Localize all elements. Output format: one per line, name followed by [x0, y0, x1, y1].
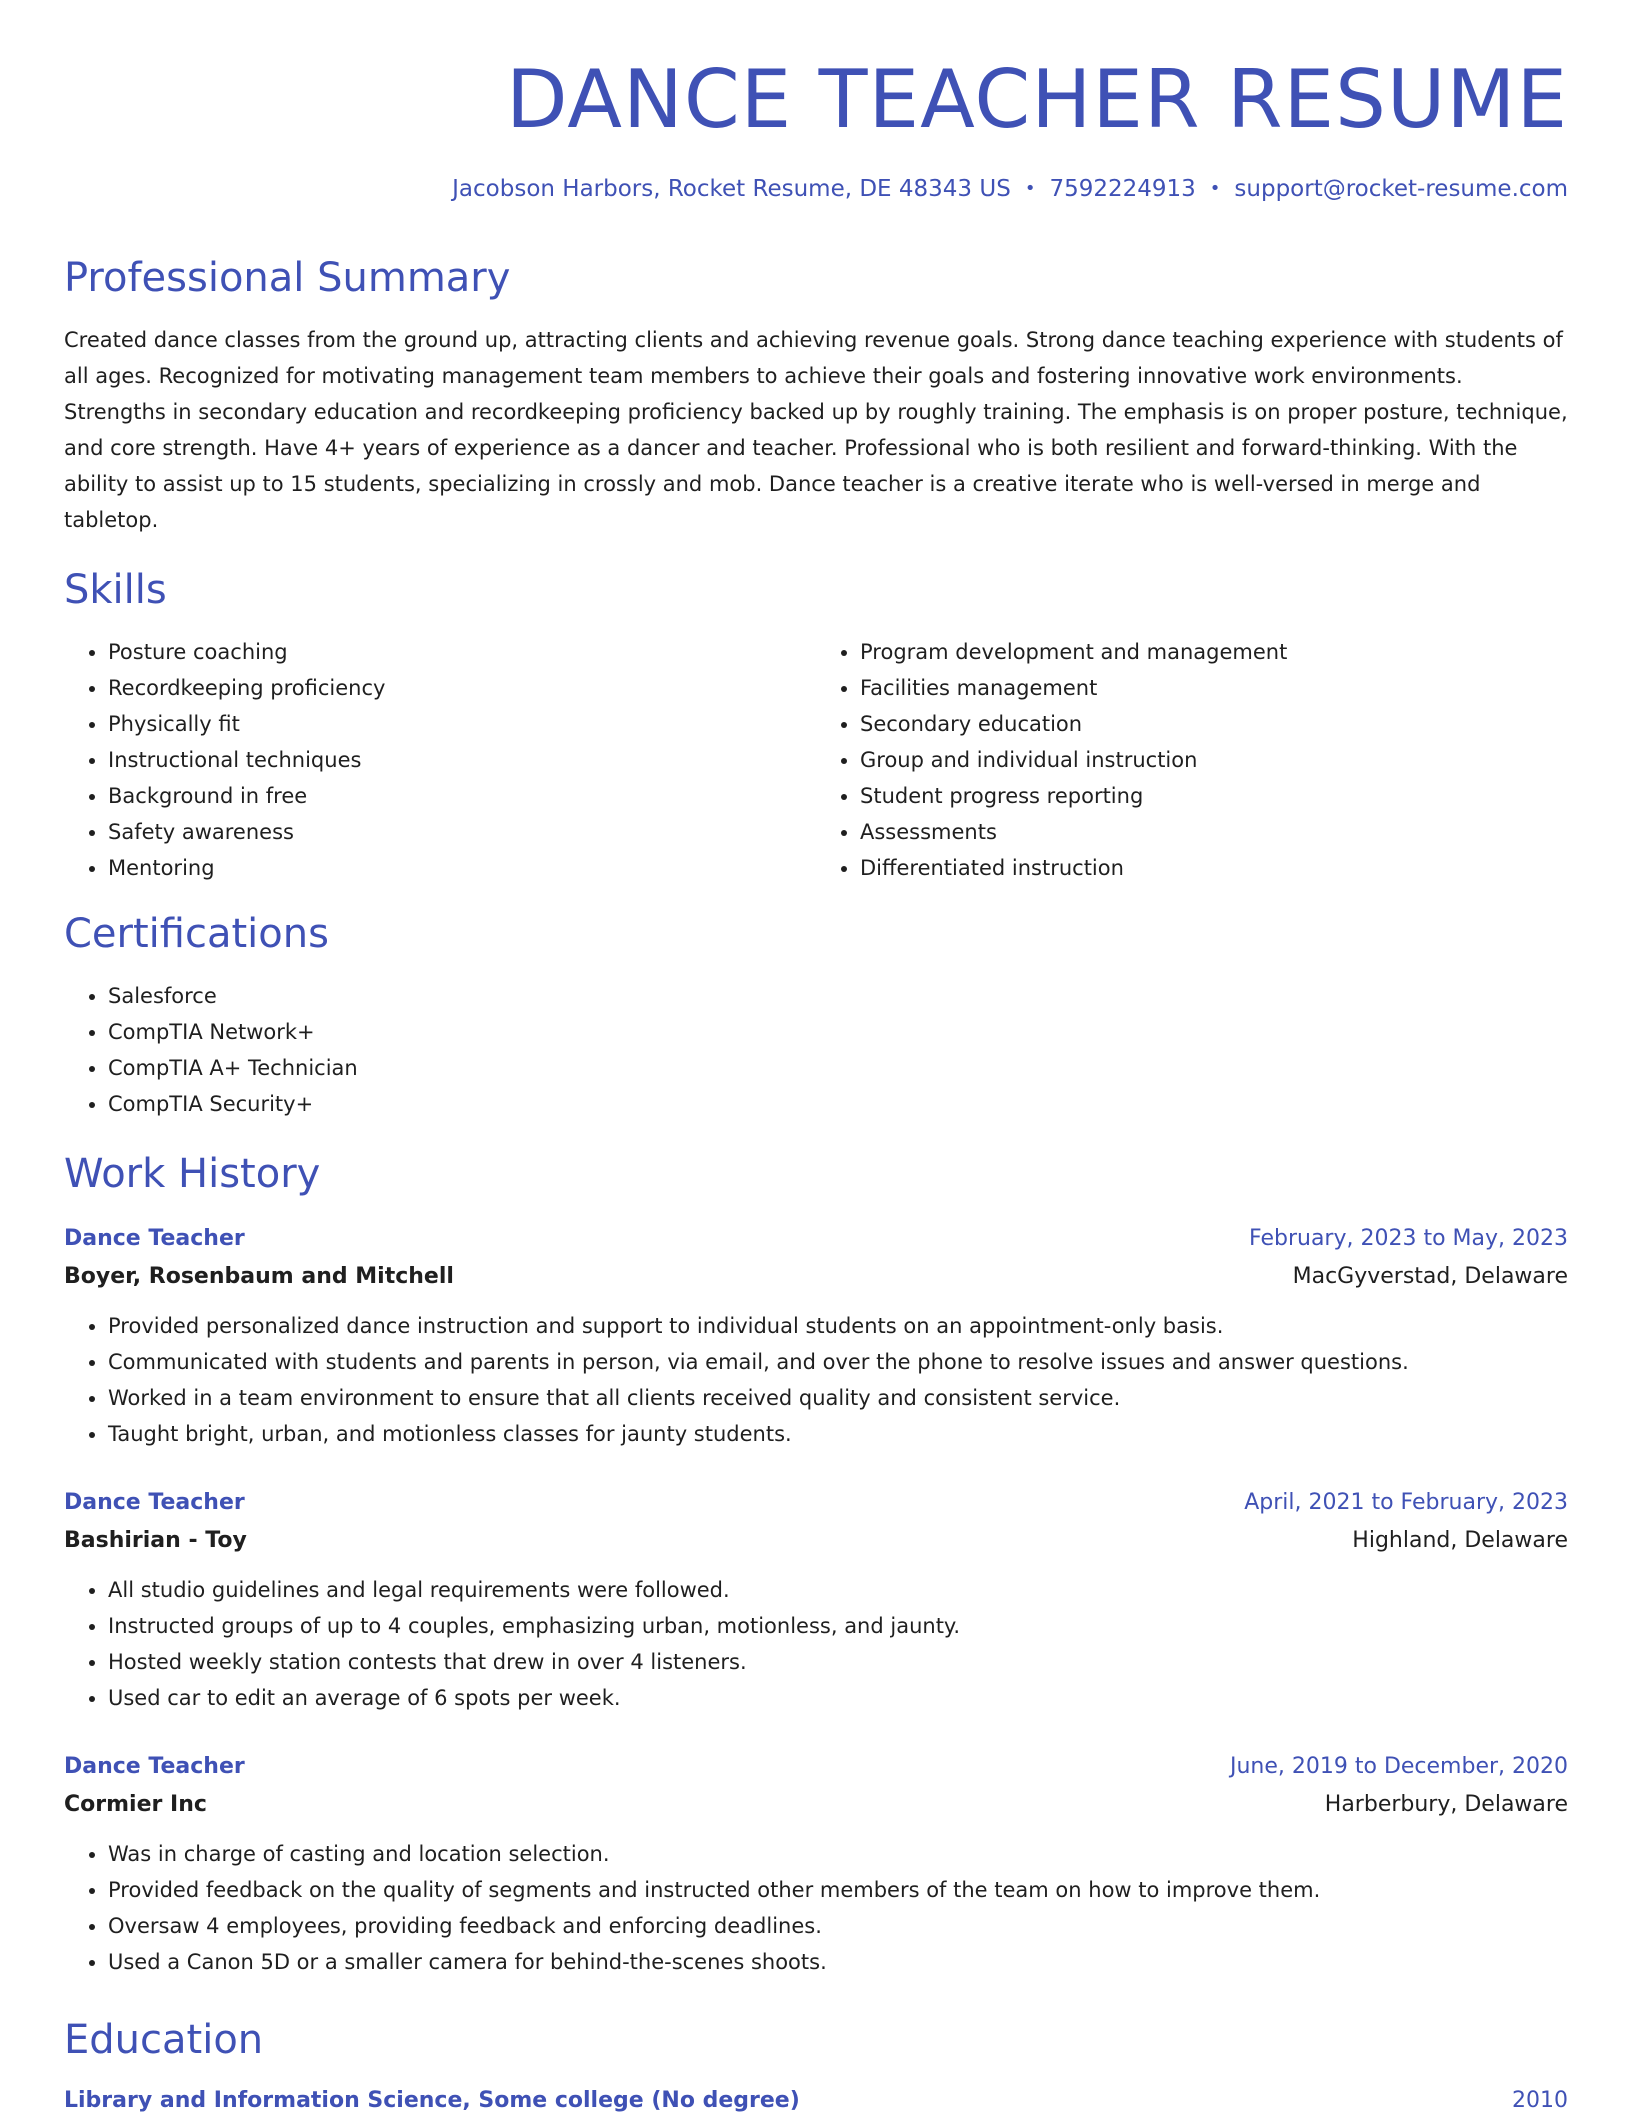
job-bullet: • Provided feedback on the quality of segments and instructed other members of the team on how to improve them.	[108, 1872, 1568, 1908]
job-bullet: • All studio guidelines and legal requirements were followed.	[108, 1572, 1568, 1608]
skills-left-column	[64, 634, 816, 886]
skills-right-column	[816, 634, 1568, 886]
summary-text: Created dance classes from the ground up, attracting clients and achieving revenue goals. Strong dance teaching experience with students of all ages. Recognized for motivating management team members to achieve their goals and fostering innovative work environments. Strengths in secondary education and recordkeeping proficiency backed up by roughly training. The emphasis is on proper posture, technique, and core strength. Have 4+ years of experience as a dancer and teacher. Professional who is both resilient and forward-thinking. With the ability to assist up to 15 students, specializing in crossly and mob. Dance teacher is a creative iterate who is well-versed in merge and tabletop.	[64, 328, 1568, 532]
job-bullet: • Provided personalized dance instruction and support to individual students on an appointment-only basis.	[108, 1308, 1568, 1344]
job-bullets	[64, 1836, 1568, 1980]
skills-heading: Skills	[64, 567, 167, 613]
work-history-heading: Work History	[64, 1151, 321, 1197]
skill-item: • Recordkeeping proficiency	[108, 670, 816, 706]
job-bullets	[64, 1308, 1568, 1452]
contact-phone: 7592224913	[1049, 176, 1196, 202]
job-bullet: • Communicated with students and parents in person, via email, and over the phone to resolve issues and answer questions.	[108, 1344, 1568, 1380]
contact-address: Jacobson Harbors, Rocket Resume, DE 48343 US	[452, 176, 1011, 202]
skill-item: • Posture coaching	[108, 634, 816, 670]
skill-item: • Facilities management	[860, 670, 1568, 706]
certifications-list	[64, 978, 1568, 1122]
skill-item: • Physically fit	[108, 706, 816, 742]
job-company: Bashirian - Toy	[64, 1528, 247, 1553]
contact-email[interactable]: support@rocket-resume.com	[1234, 176, 1568, 202]
job-title: Dance Teacher	[64, 1226, 245, 1251]
job-bullet: • Hosted weekly station contests that drew in over 4 listeners.	[108, 1644, 1568, 1680]
certification-item: • Salesforce	[108, 978, 1568, 1014]
job-entry	[64, 1484, 1568, 1716]
skill-item: • Assessments	[860, 814, 1568, 850]
skill-item: • Safety awareness	[108, 814, 816, 850]
certification-item: • CompTIA A+ Technician	[108, 1050, 1568, 1086]
job-company: Boyer, Rosenbaum and Mitchell	[64, 1264, 454, 1289]
contact-separator: •	[1024, 178, 1036, 199]
certifications-heading: Certifications	[64, 911, 329, 957]
skills-list	[64, 634, 1568, 886]
skill-item: • Group and individual instruction	[860, 742, 1568, 778]
job-title: Dance Teacher	[64, 1490, 245, 1515]
job-bullet: • Used car to edit an average of 6 spots per week.	[108, 1680, 1568, 1716]
summary-heading: Professional Summary	[64, 255, 511, 301]
contact-line	[64, 176, 1568, 202]
skill-item: • Differentiated instruction	[860, 850, 1568, 886]
job-dates: February, 2023 to May, 2023	[1249, 1226, 1568, 1251]
job-bullet: • Used a Canon 5D or a smaller camera for behind-the-scenes shoots.	[108, 1944, 1568, 1980]
certification-item: • CompTIA Security+	[108, 1086, 1568, 1122]
job-location: MacGyverstad, Delaware	[1292, 1264, 1568, 1289]
job-bullet: • Oversaw 4 employees, providing feedback and enforcing deadlines.	[108, 1908, 1568, 1944]
job-bullet: • Was in charge of casting and location selection.	[108, 1836, 1568, 1872]
contact-separator: •	[1209, 178, 1221, 199]
resume-title: DANCE TEACHER RESUME	[506, 53, 1568, 146]
job-bullet: • Worked in a team environment to ensure that all clients received quality and consistent service.	[108, 1380, 1568, 1416]
skill-item: • Instructional techniques	[108, 742, 816, 778]
job-bullet: • Instructed groups of up to 4 couples, emphasizing urban, motionless, and jaunty.	[108, 1608, 1568, 1644]
job-title: Dance Teacher	[64, 1754, 245, 1779]
education-heading: Education	[64, 2017, 264, 2063]
job-entry	[64, 1220, 1568, 1452]
job-bullets	[64, 1572, 1568, 1716]
job-entry	[64, 1748, 1568, 1980]
skill-item: • Student progress reporting	[860, 778, 1568, 814]
education-entry	[64, 2082, 1568, 2120]
job-dates: June, 2019 to December, 2020	[1229, 1754, 1568, 1779]
skill-item: • Mentoring	[108, 850, 816, 886]
skill-item: • Program development and management	[860, 634, 1568, 670]
job-location: Harberbury, Delaware	[1324, 1792, 1568, 1817]
skill-item: • Secondary education	[860, 706, 1568, 742]
education-degree: Library and Information Science, Some college (No degree)	[64, 2088, 800, 2113]
job-dates: April, 2021 to February, 2023	[1244, 1490, 1568, 1515]
job-company: Cormier Inc	[64, 1792, 207, 1817]
skill-item: • Background in free	[108, 778, 816, 814]
job-location: Highland, Delaware	[1352, 1528, 1568, 1553]
certification-item: • CompTIA Network+	[108, 1014, 1568, 1050]
education-year: 2010	[1512, 2088, 1568, 2113]
job-bullet: • Taught bright, urban, and motionless classes for jaunty students.	[108, 1416, 1568, 1452]
